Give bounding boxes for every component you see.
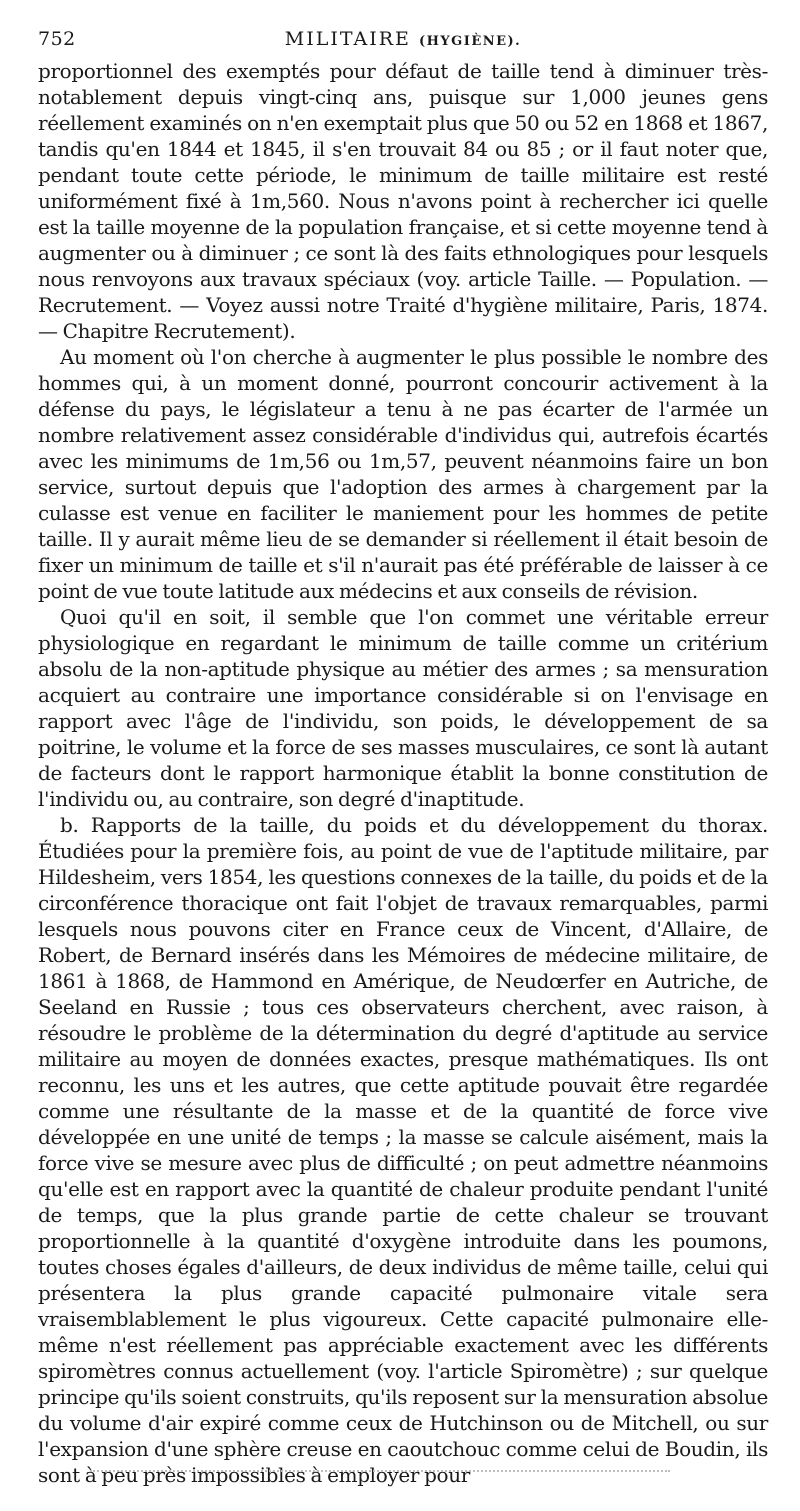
paragraph: Au moment où l'on cherche à augmenter le plus possible le nombre des hommes qui, à un moment donné, pourront concourir activement à la défense du pays, le législateur a tenu à ne pas écarter de l'armée un nombre relativement assez considérable d'individus qui, autrefois écartés avec les minimums de 1m,56 ou 1m,57, peuvent néanmoins faire un bon service, surtout depuis que l'adoption des armes à chargement par la culasse est venue en faciliter le maniement pour les hommes de petite taille. Il y aurait même lieu de se demander si réellement il était besoin de fixer un minimum de taille et s'il n'aurait pas été préférable de laisser à ce point de vue toute latitude aux médecins et aux conseils de révision. bbox=[38, 345, 768, 603]
document-page bbox=[38, 28, 768, 1488]
paragraph: proportionnel des exemptés pour défaut de taille tend à diminuer très-notablement depuis vingt-cinq ans, puisque sur 1,000 jeunes gens réellement examinés on n'en exemptait plus que 50 ou 52 en 1868 et 1867, tandis qu'en 1844 et 1845, il s'en trouvait 84 ou 85 ; or il faut noter que, pendant toute cette période, le minimum de taille militaire est resté uniformément fixé à 1m,560. Nous n'avons point à rechercher ici quelle est la taille moyenne de la population française, et si cette moyenne tend à augmenter ou à diminuer ; ce sont là des faits ethnologiques pour lesquels nous renvoyons aux travaux spéciaux (voy. article Taille. — Population. — Recrutement. — Voyez aussi notre Traité d'hygiène militaire, Paris, 1874. — Chapitre Recrutement). bbox=[38, 59, 768, 343]
running-title-main: MILITAIRE bbox=[284, 28, 411, 50]
body-text bbox=[38, 58, 768, 1488]
page-number: 752 bbox=[38, 28, 76, 50]
running-title bbox=[38, 28, 768, 50]
running-title-subtitle: (HYGIÈNE). bbox=[418, 34, 522, 49]
footer-bleed-line bbox=[90, 1470, 670, 1472]
paragraph: Quoi qu'il en soit, il semble que l'on commet une véritable erreur physiologique en regardant le minimum de taille comme un critérium absolu de la non-aptitude physique au métier des armes ; sa mensuration acquiert au contraire une importance considérable si on l'envisage en rapport avec l'âge de l'individu, son poids, le développement de sa poitrine, le volume et la force de ses masses musculaires, ce sont là autant de facteurs dont le rapport harmonique établit la bonne constitution de l'individu ou, au contraire, son degré d'inaptitude. bbox=[38, 605, 768, 811]
paragraph: b. Rapports de la taille, du poids et du développement du thorax. Étudiées pour la première fois, au point de vue de l'aptitude militaire, par Hildesheim, vers 1854, les questions connexes de la taille, du poids et de la circonférence thoracique ont fait l'objet de travaux remarquables, parmi lesquels nous pouvons citer en France ceux de Vincent, d'Allaire, de Robert, de Bernard insérés dans les Mémoires de médecine militaire, de 1861 à 1868, de Hammond en Amérique, de Neudœrfer en Autriche, de Seeland en Russie ; tous ces observateurs cherchent, avec raison, à résoudre le problème de la détermination du degré d'aptitude au service militaire au moyen de données exactes, presque mathématiques. Ils ont reconnu, les uns et les autres, que cette aptitude pouvait être regardée comme une résultante de la masse et de la quantité de force vive développée en une unité de temps ; la masse se calcule aisément, mais la force vive se mesure avec plus de difficulté ; on peut admettre néanmoins qu'elle est en rapport avec la quantité de chaleur produite pendant l'unité de temps, que la plus grande partie de cette chaleur se trouvant proportionnelle à la quantité d'oxygène introduite dans les poumons, toutes choses égales d'ailleurs, de deux individus de même taille, celui qui présentera la plus grande capacité pulmonaire vitale sera vraisemblablement le plus vigoureux. Cette capacité pulmonaire elle-même n'est réellement pas appréciable exactement avec les différents spiromètres connus actuellement (voy. l'article Spiromètre) ; sur quelque principe qu'ils soient construits, qu'ils reposent sur la mensuration absolue du volume d'air expiré comme ceux de Hutchinson ou de Mitchell, ou sur l'expansion d'une sphère creuse en caoutchouc comme celui de Boudin, ils sont à peu près impossibles à employer pour bbox=[38, 813, 768, 1487]
page-header bbox=[38, 28, 768, 58]
